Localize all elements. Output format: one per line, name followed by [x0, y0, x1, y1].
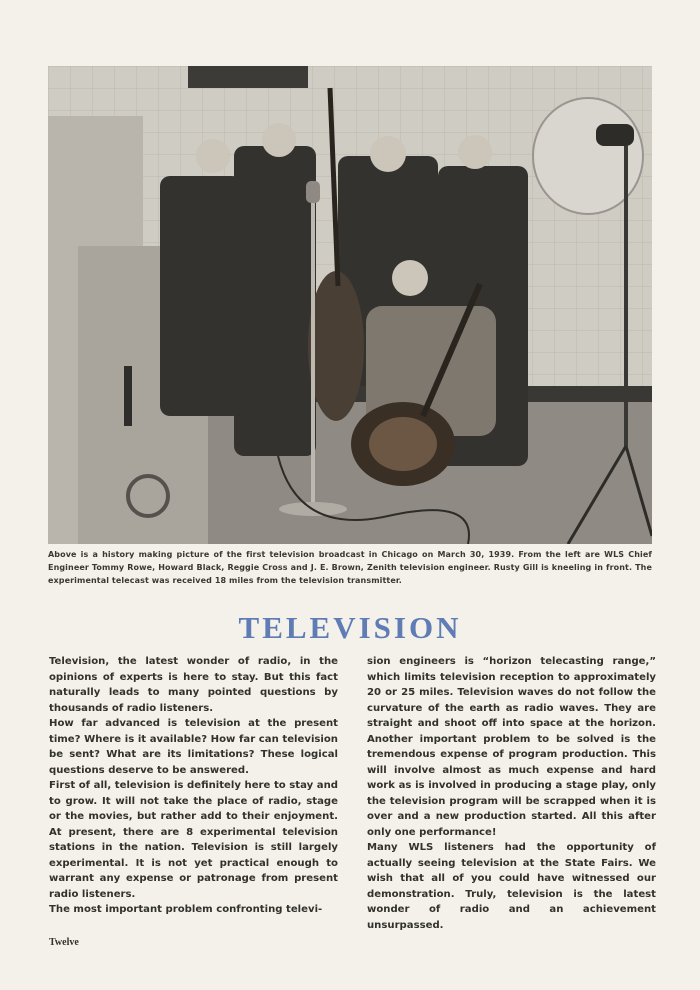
paragraph: Television, the latest wonder of radio, in the opinions of experts is here to stay. But this fact naturally leads to many pointed questions by thousands of radio listeners. [49, 656, 338, 714]
page-number: Twelve [49, 937, 79, 948]
paragraph: Many WLS listeners had the opportunity of actually seeing television at the State Fairs. We wish that all of you could have witnessed our demonstration. Truly, television is the latest wonder of radio and an achievement unsurpassed. [367, 842, 656, 931]
paragraph: sion engineers is “horizon telecasting range,” which limits television reception to approximately 20 or 25 miles. Television waves do not follow the curvature of the earth as radio waves. They are straight and shoot off into space at the horizon. Another important problem to be solved is the tremendous expense of program production. This will involve almost as much expense and hard work as is involved in producing a stage play, only the television program will be scrapped when it is over and a new production started. All this after only one performance! [367, 656, 656, 838]
article-column-left [49, 654, 338, 918]
broadcast-photo-illustration [48, 66, 652, 544]
paragraph: First of all, television is definitely here to stay and to grow. It will not take the place of radio, stage or the movies, but rather add to their enjoyment. At present, there are 8 experimental television stations in the nation. Television is still largely experimental. It is not yet practical enough to warrant any expense or patronage from present radio listeners. [49, 780, 338, 900]
paragraph: The most important problem confronting televi- [49, 904, 323, 915]
photo-caption: Above is a history making picture of the first television broadcast in Chicago on March 30, 1939. From the left are WLS Chief Engineer Tommy Rowe, Howard Black, Reggie Cross and J. E. Brown, Zenith television engineer. Rusty Gill is kneeling in front. The experimental telecast was received 18 miles from the television transmitter. [48, 550, 652, 585]
paragraph: How far advanced is television at the present time? Where is it available? How far can television be sent? What are its limitations? These logical questions deserve to be answered. [49, 718, 338, 776]
article-column-right [367, 654, 656, 933]
page-title: TELEVISION [238, 610, 462, 645]
broadcast-photo [48, 66, 652, 544]
